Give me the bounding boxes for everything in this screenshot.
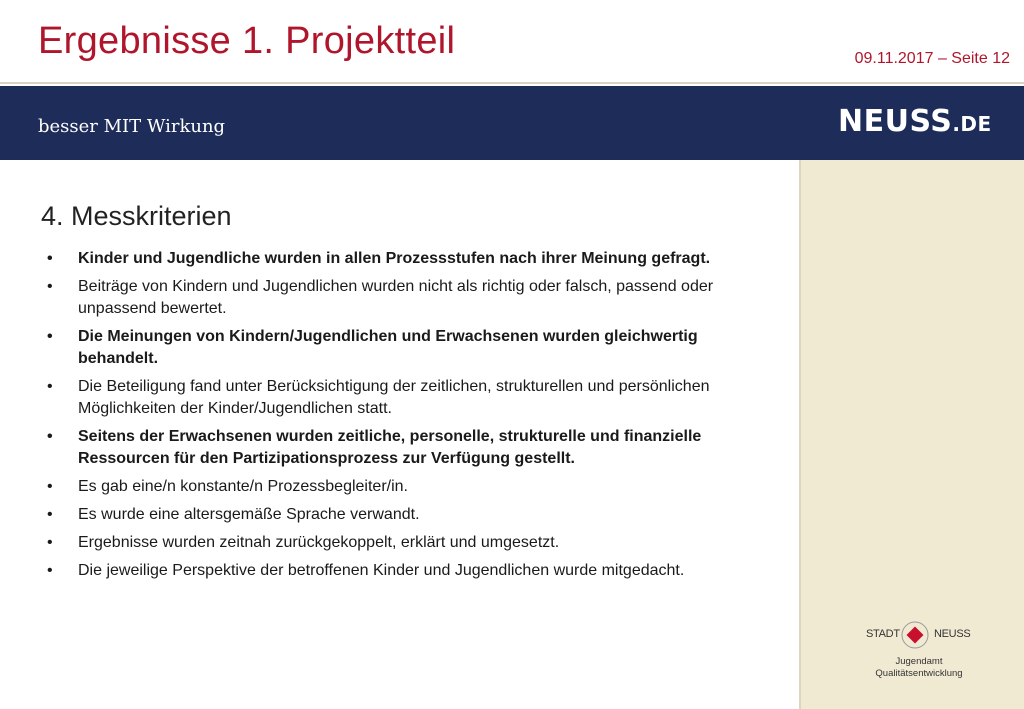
list-item-text: Es gab eine/n konstante/n Prozessbegleiter/in.	[78, 478, 408, 495]
slide-title: Ergebnisse 1. Projektteil	[38, 20, 456, 62]
bullet-icon: •	[47, 506, 53, 523]
bullet-icon: •	[47, 478, 53, 495]
list-item-text: Die Beteiligung fand unter Berücksichtigung der zeitlichen, strukturellen und persönlichen Möglichkeiten der Kinder/Jugendlichen statt.	[78, 378, 710, 417]
criteria-list	[44, 248, 774, 588]
list-item	[44, 248, 774, 270]
list-item-text: Seitens der Erwachsenen wurden zeitliche, personelle, strukturelle und finanzielle Ressourcen für den Partizipationsprozess zur Verfügung gestellt.	[78, 428, 702, 467]
list-item-text: Beiträge von Kindern und Jugendlichen wurden nicht als richtig oder falsch, passend oder unpassend bewertet.	[78, 278, 714, 317]
section-heading: 4. Messkriterien	[41, 201, 232, 231]
bullet-icon: •	[47, 428, 53, 445]
logo-line-jugendamt: Jugendamt	[895, 656, 943, 667]
list-item	[44, 326, 774, 370]
bullet-icon: •	[47, 378, 53, 395]
logo-tld: .DE	[952, 112, 992, 136]
logo-stadt-word: STADT	[866, 628, 900, 640]
list-item	[44, 276, 774, 320]
bullet-icon: •	[47, 328, 53, 345]
diamond-emblem-icon	[900, 620, 930, 650]
bullet-icon: •	[47, 562, 53, 579]
list-item	[44, 476, 774, 498]
date-page-label: 09.11.2017 – Seite 12	[854, 50, 1010, 67]
list-item	[44, 532, 774, 554]
logo-main: NEUSS	[838, 104, 953, 139]
list-item-text: Die Meinungen von Kindern/Jugendlichen und Erwachsenen wurden gleichwertig behandelt.	[78, 328, 698, 367]
neuss-de-logo	[838, 104, 992, 139]
bullet-icon: •	[47, 534, 53, 551]
bullet-icon: •	[47, 278, 53, 295]
logo-neuss-word: NEUSS	[934, 628, 971, 640]
list-item-text: Kinder und Jugendliche wurden in allen Prozessstufen nach ihrer Meinung gefragt.	[78, 250, 711, 267]
brand-banner	[0, 86, 1024, 160]
logo-line-qualitaet: Qualitätsentwicklung	[875, 668, 963, 679]
header-divider	[0, 82, 1024, 84]
list-item-text: Es wurde eine altersgemäße Sprache verwandt.	[78, 506, 420, 523]
list-item	[44, 376, 774, 420]
jugendamt-logo	[864, 620, 974, 684]
list-item-text: Die jeweilige Perspektive der betroffenen Kinder und Jugendlichen wurde mitgedacht.	[78, 562, 685, 579]
list-item	[44, 504, 774, 526]
banner-slogan: besser MIT Wirkung	[38, 116, 226, 137]
list-item	[44, 426, 774, 470]
list-item	[44, 560, 774, 582]
list-item-text: Ergebnisse wurden zeitnah zurückgekoppelt, erklärt und umgesetzt.	[78, 534, 560, 551]
bullet-icon: •	[47, 250, 53, 267]
